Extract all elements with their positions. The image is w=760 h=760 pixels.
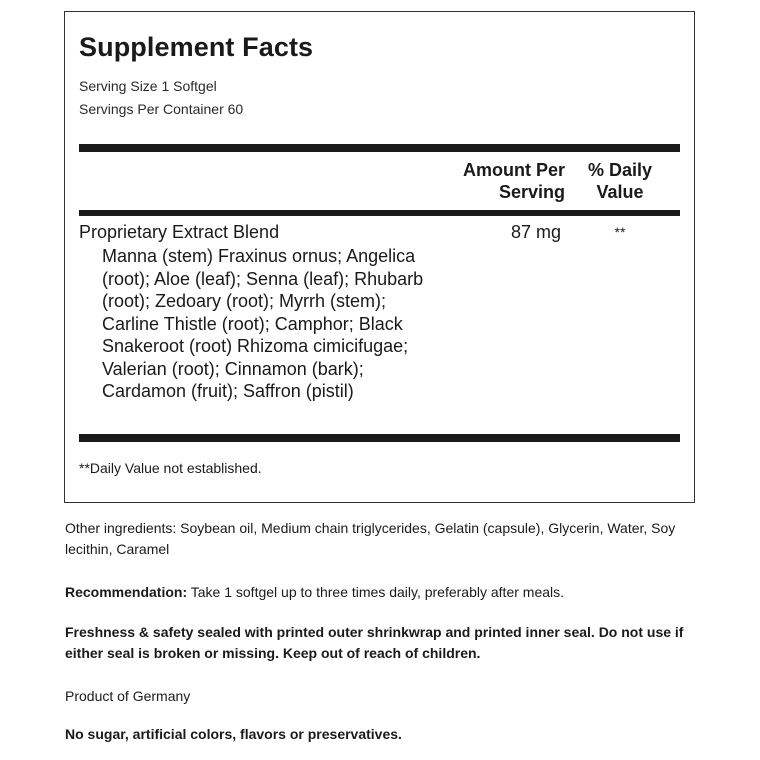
recommendation-text: Take 1 softgel up to three times daily, preferably after meals. <box>187 584 565 600</box>
serving-size: Serving Size 1 Softgel <box>79 78 217 94</box>
blend-ingredients: Manna (stem) Fraxinus ornus; Angelica (root); Aloe (leaf); Senna (leaf); Rhubarb (root); Zedoary (root); Myrrh (stem); Carline Thistle (root); Camphor; Black Snakeroot (root) Rhizoma cimicifugae; Valerian (root); Cinnamon (bark); Cardamon (fruit); Saffron (pistil) <box>102 246 424 401</box>
daily-value-footnote: **Daily Value not established. <box>79 460 262 476</box>
divider-header <box>79 210 680 216</box>
blend-daily-value: ** <box>614 224 626 240</box>
blend-name: Proprietary Extract Blend <box>79 222 280 242</box>
servings-per-container: Servings Per Container 60 <box>79 101 244 117</box>
amount-header-line1: Amount Per <box>462 160 565 180</box>
divider-bottom <box>79 434 680 442</box>
divider-top <box>79 144 680 152</box>
amount-per-serving-header <box>435 159 565 203</box>
blend-amount: 87 mg <box>510 222 561 242</box>
supplement-facts-panel <box>64 11 695 503</box>
recommendation <box>65 582 695 603</box>
daily-header-line2: Value <box>596 182 644 202</box>
freshness-warning: Freshness & safety sealed with printed outer shrinkwrap and printed inner seal. Do not use if either seal is broken or missing. Keep out of reach of children. <box>65 624 684 661</box>
daily-value-header <box>577 159 663 203</box>
recommendation-label: Recommendation: <box>65 584 188 600</box>
other-ingredients: Other ingredients: Soybean oil, Medium chain triglycerides, Gelatin (capsule), Glycerin, Water, Soy lecithin, Caramel <box>65 520 676 557</box>
amount-header-line2: Serving <box>498 182 565 202</box>
product-origin: Product of Germany <box>65 688 191 704</box>
supplement-facts-title: Supplement Facts <box>79 32 314 62</box>
daily-header-line1: % Daily <box>587 160 653 180</box>
no-sugar-statement: No sugar, artificial colors, flavors or preservatives. <box>65 726 402 742</box>
